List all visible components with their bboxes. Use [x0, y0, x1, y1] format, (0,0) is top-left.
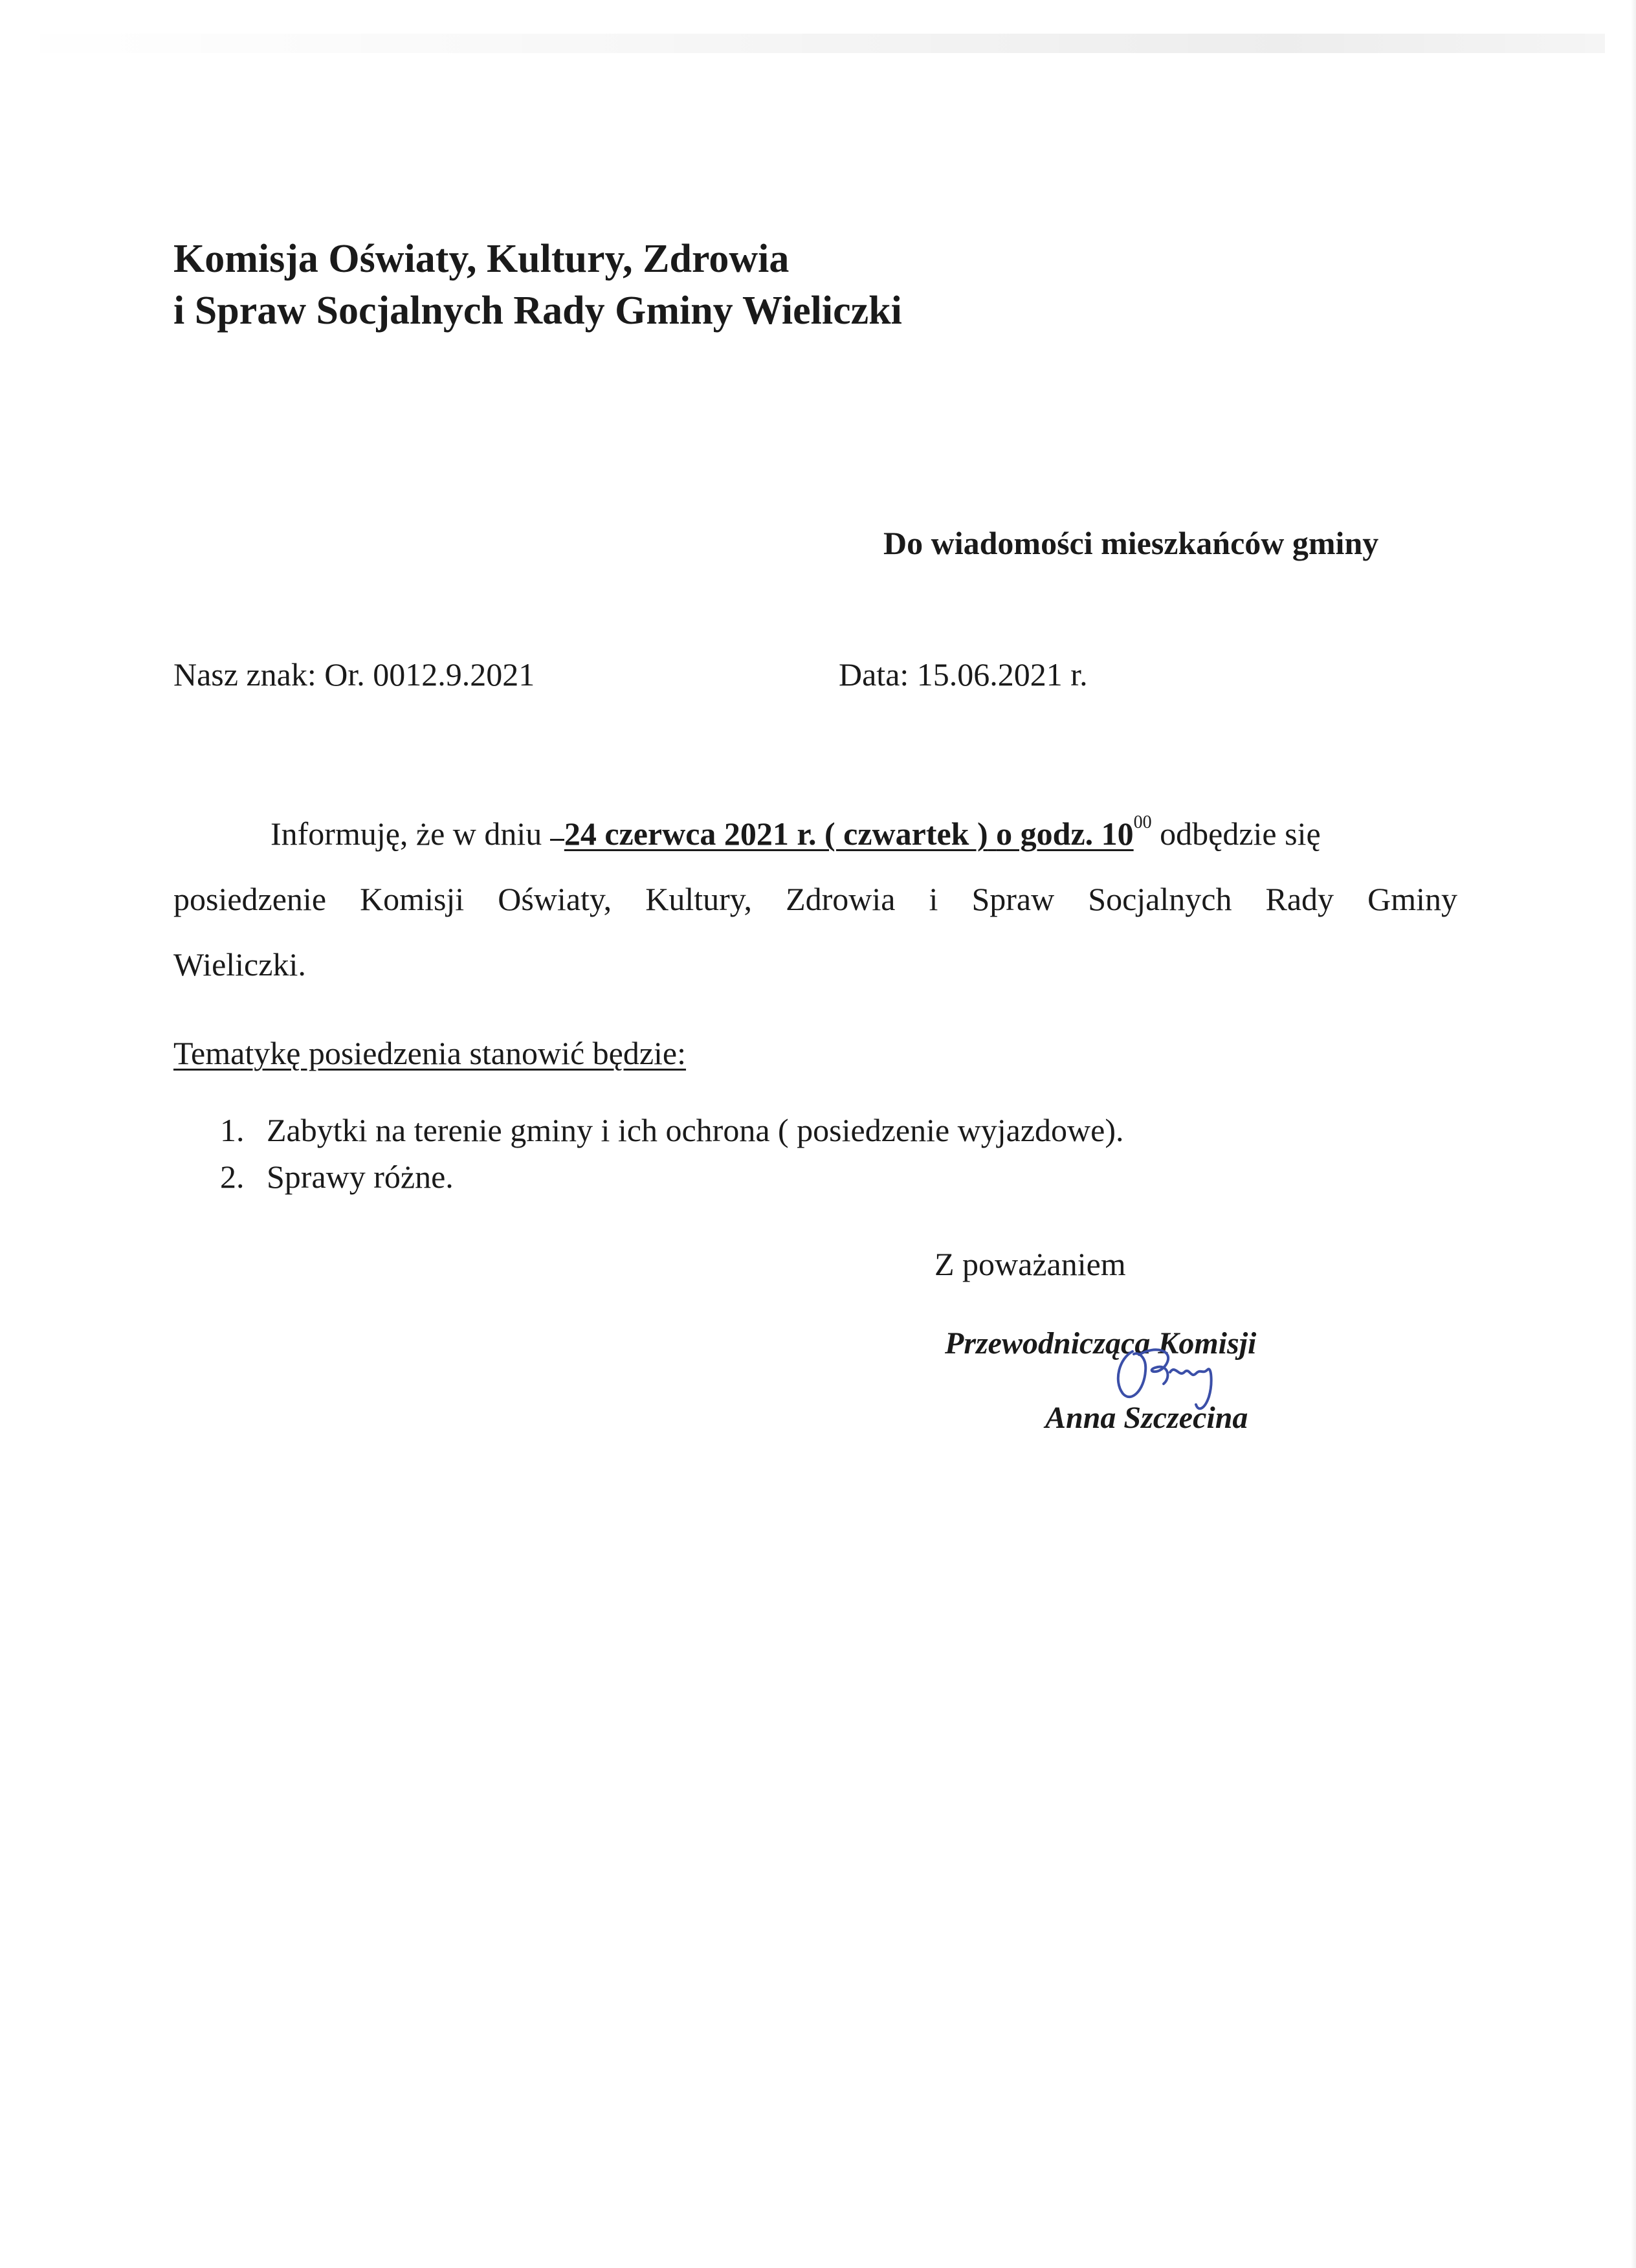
- letterhead-line-1: Komisja Oświaty, Kultury, Zdrowia: [173, 237, 790, 281]
- agenda-list: [220, 1107, 1124, 1200]
- announcement-line-1: [173, 801, 1457, 867]
- agenda-title: Tematykę posiedzenia stanowić będzie:: [173, 1035, 687, 1071]
- agenda-item-text: Sprawy różne.: [267, 1159, 454, 1195]
- meeting-time-minutes: 00: [1133, 812, 1152, 832]
- letter-date: Data: 15.06.2021 r.: [839, 656, 1088, 693]
- signatory-title: Przewodnicząca Komisji: [945, 1326, 1257, 1361]
- agenda-item-text: Zabytki na terenie gminy i ich ochrona ( posiedzenie wyjazdowe).: [267, 1112, 1124, 1148]
- meeting-date: 24 czerwca 2021 r. ( czwartek ) o godz. 10: [550, 816, 1134, 852]
- scan-edge-right: [1631, 0, 1636, 2268]
- announcement-intro: Informuję, że w dniu: [271, 816, 542, 852]
- announcement-after: odbędzie się: [1160, 816, 1321, 852]
- meeting-day: ( czwartek ): [824, 816, 988, 852]
- agenda-item-number: 1.: [220, 1112, 245, 1148]
- letterhead: [173, 233, 902, 337]
- announcement-line-3: Wieliczki.: [173, 946, 306, 983]
- agenda-item: [220, 1153, 1124, 1200]
- agenda-item-number: 2.: [220, 1159, 245, 1195]
- signatory-name: Anna Szczecina: [1045, 1401, 1248, 1435]
- meeting-time: o godz. 10: [996, 816, 1134, 852]
- announcement-paragraph: [173, 801, 1457, 997]
- closing-salutation: Z poważaniem: [934, 1246, 1126, 1282]
- agenda-item: [220, 1107, 1124, 1153]
- reference-number: Nasz znak: Or. 0012.9.2021: [173, 656, 535, 693]
- letterhead-line-2: i Spraw Socjalnych Rady Gminy Wieliczki: [173, 289, 902, 333]
- addressee: Do wiadomości mieszkańców gminy: [883, 525, 1379, 561]
- scan-edge-shadow: [0, 34, 1605, 53]
- announcement-line-2: posiedzenie Komisji Oświaty, Kultury, Zdrowia i Spraw Socjalnych Rady Gminy: [173, 881, 1457, 917]
